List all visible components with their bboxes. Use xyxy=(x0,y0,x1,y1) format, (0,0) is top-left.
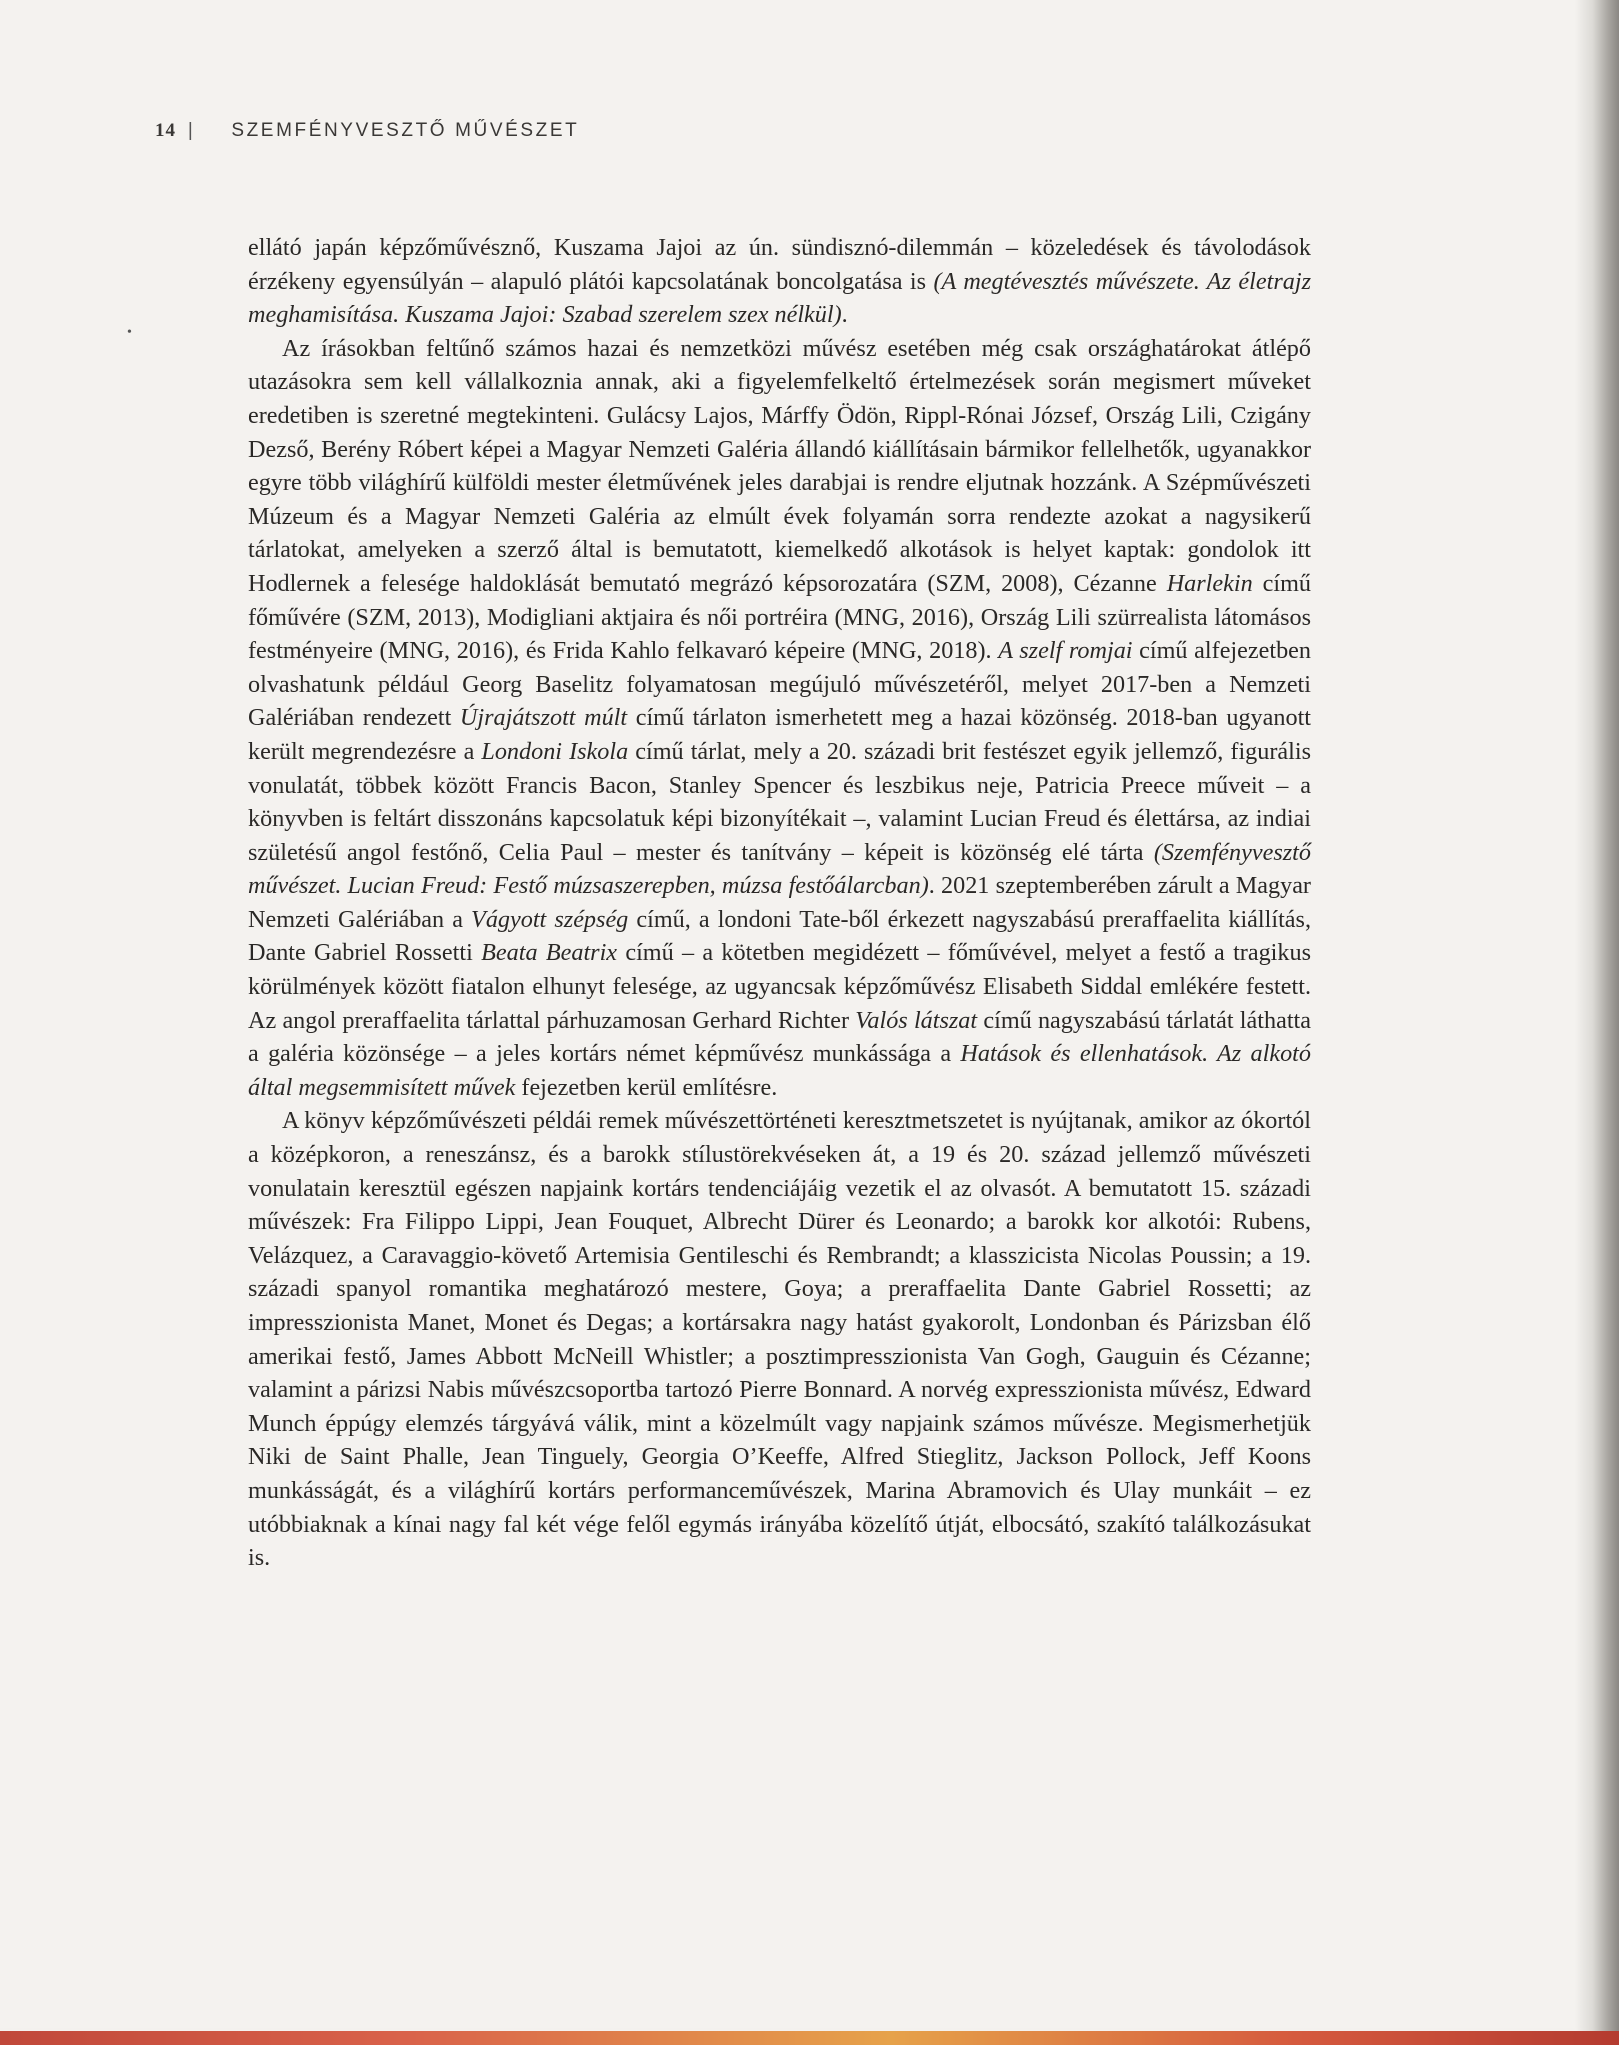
italic-title-run: Vágyott szépség xyxy=(471,905,629,933)
text-run: című főművére (SZM, 2013), Modigliani aktjaira és női portréira (MNG, 2016), Ország Lili szürrealista látomásos festményeire (MNG, 2016), és Frida Kahlo felkavaró képeire (MNG, 2018). xyxy=(248,569,1311,665)
page-number: 14 xyxy=(155,120,176,141)
italic-title-run: Valós látszat xyxy=(855,1006,978,1034)
paragraph-3 xyxy=(248,1104,1311,1574)
italic-title-run: (Szemfényvesztő művészet. Lucian Freud: Festő múzsaszerepben, múzsa festőálarcban) xyxy=(248,838,1311,900)
text-run: ellátó japán képzőművésznő, Kuszama Jajoi az ún. sündisznó-dilemmán – közeledések és távolodások érzékeny egyensúlyán – alapuló plátói kapcsolatának boncolgatása is xyxy=(248,234,1311,295)
margin-speck: • xyxy=(127,325,132,340)
italic-title-run: Újrajátszott múlt xyxy=(459,704,628,732)
body-text xyxy=(248,231,1311,1575)
italic-title-run: A szelf romjai xyxy=(998,637,1133,665)
running-header xyxy=(155,120,579,142)
spine-shadow xyxy=(1575,0,1619,2045)
text-run: . 2021 szeptemberében zárult a Magyar Nemzeti Galériában a xyxy=(248,872,1311,933)
text-run: című alfejezetben olvashatunk például Georg Baselitz folyamatosan megújuló művészetéről, melyet 2017-ben a Nemzeti Galériában rendezett xyxy=(248,637,1311,732)
italic-title-run: Hatások és ellenhatások. Az alkotó által megsemmisített művek xyxy=(248,1040,1311,1101)
bottom-color-strip xyxy=(0,2031,1619,2045)
text-run: című nagyszabású tárlatát láthatta a galéria közönsége – a jeles kortárs német képművész munkássága a xyxy=(248,1006,1311,1068)
text-run: című – a kötetben megidézett – főművével, melyet a festő a tragikus körülmények között fiatalon elhunyt felesége, az ugyancsak képzőművész Elisabeth Siddal emlékére festett. Az angol preraffaelita tárlattal párhuzamosan Gerhard Richter xyxy=(248,939,1311,1034)
text-run: . xyxy=(841,301,848,329)
italic-title-run: (A megtévesztés művészete. Az életrajz meghamisítása. Kuszama Jajoi: Szabad szerelem szex nélkül) xyxy=(248,267,1311,329)
running-title: SZEMFÉNYVESZTŐ MŰVÉSZET xyxy=(231,120,580,141)
text-run: fejezetben kerül említésre. xyxy=(515,1073,778,1101)
text-run: című tárlat, mely a 20. századi brit festészet egyik jellemző, figurális vonulatát, többek között Francis Bacon, Stanley Spencer és leszbikus neje, Patricia Preece műveit – a könyvben is feltárt disszonáns kapcsolatuk képi bizonyítékait –, valamint Lucian Freud és élettársa, az indiai születésű angol festőnő, Celia Paul – mester és tanítvány – képeit is közönség elé tárta xyxy=(248,737,1311,866)
italic-title-run: Londoni Iskola xyxy=(481,737,629,765)
text-run: című tárlaton ismerhetett meg a hazai közönség. 2018-ban ugyanott került megrendezésre a xyxy=(248,704,1312,765)
text-run: Az írásokban feltűnő számos hazai és nemzetközi művész esetében még csak országhatárokat átlépő utazásokra sem kell vállalkoznia annak, aki a figyelemfelkeltő értelmezések során megismert műveket eredetiben is szeretné megtekinteni. Gulácsy Lajos, Márffy Ödön, Rippl-Rónai József, Ország Lili, Czigány Dezső, Berény Róbert képei a Magyar Nemzeti Galéria állandó kiállításain bármikor fellelhetők, ugyanakkor egyre több világhírű külföldi mester életművének jeles darabjai is rendre eljutnak hozzánk. A Szépművészeti Múzeum és a Magyar Nemzeti Galéria az elmúlt évek folyamán sorra rendezte azokat a nagysikerű tárlatokat, amelyeken a szerző által is bemutatott, kiemelkedő alkotások is helyet kaptak: gondolok itt Hodlernek a felesége haldoklását bemutató megrázó képsorozatára (SZM, 2008), Cézanne xyxy=(248,334,1311,597)
header-separator: | xyxy=(187,120,196,141)
paragraph-2 xyxy=(248,332,1311,1105)
text-run: A könyv képzőművészeti példái remek művészettörténeti keresztmetszetet is nyújtanak, amikor az ókortól a középkoron, a reneszánsz, és a barokk stílustörekvéseken át, a 19 és 20. század jellemző művészeti vonulatain keresztül egészen napjaink kortárs tendenciájáig vezetik el az olvasót. A bemutatott 15. századi művészek: Fra Filippo Lippi, Jean Fouquet, Albrecht Dürer és Leonardo; a barokk kor alkotói: Rubens, Velázquez, a Caravaggio-követő Artemisia Gentileschi és Rembrandt; a klasszicista Nicolas Poussin; a 19. századi spanyol romantika meghatározó mestere, Goya; a preraffaelita Dante Gabriel Rossetti; az impresszionista Manet, Monet és Degas; a kortársakra nagy hatást gyakorolt, Londonban és Párizsban élő amerikai festő, James Abbott McNeill Whistler; a posztimpresszionista Van Gogh, Gauguin és Cézanne; valamint a párizsi Nabis művészcsoportba tartozó Pierre Bonnard. A norvég expresszionista művész, Edward Munch éppúgy elemzés tárgyává válik, mint a közelmúlt vagy napjaink számos művésze. Megismerhetjük Niki de Saint Phalle, Jean Tinguely, Georgia O’Keeffe, Alfred Stieglitz, Jackson Pollock, Jeff Koons munkásságát, és a világhírű kortárs performanceművészek, Marina Abramovich és Ulay munkáit – ez utóbbiaknak a kínai nagy fal két vége felől egymás irányába közelítő útját, elbocsátó, szakító találkozásukat is. xyxy=(248,1107,1311,1572)
italic-title-run: Beata Beatrix xyxy=(481,939,618,967)
paragraph-1 xyxy=(248,231,1311,332)
italic-title-run: Harlekin xyxy=(1166,569,1253,597)
text-run: című, a londoni Tate-ből érkezett nagyszabású preraffaelita kiállítás, Dante Gabriel Rossetti xyxy=(248,905,1311,967)
